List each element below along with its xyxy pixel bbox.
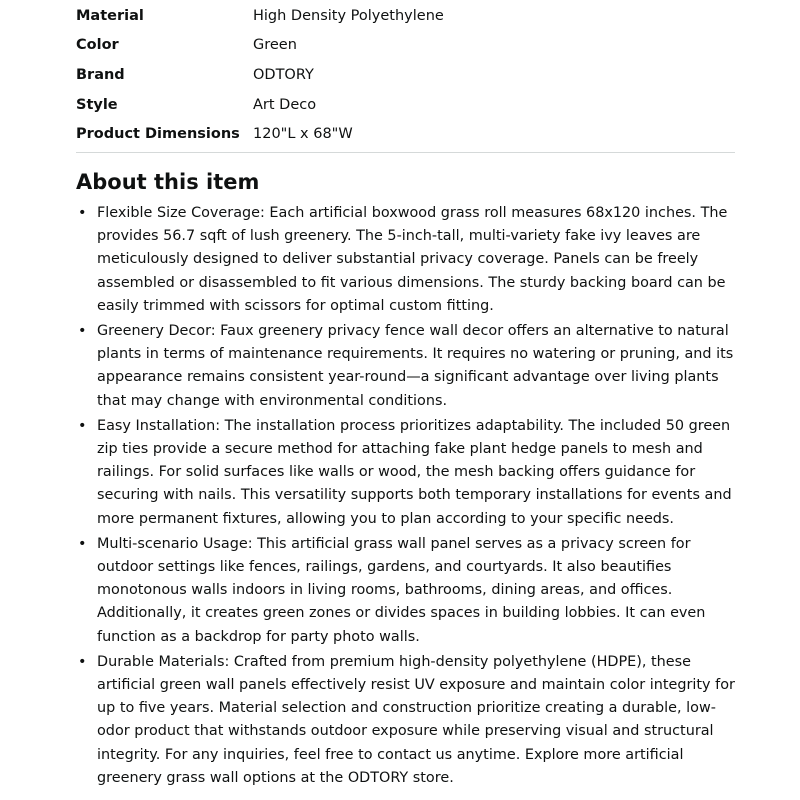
bullet-dot-icon: • [78, 205, 87, 221]
list-item [76, 651, 736, 790]
spec-key: Material [76, 7, 144, 24]
spec-key: Style [76, 96, 118, 113]
spec-key: Brand [76, 66, 125, 83]
bullet-dot-icon: • [78, 535, 87, 552]
bullet-text: Easy Installation: The installation process prioritizes adaptability. The included 50 green zip ties provide a secure method for attaching fake plant hedge panels to mesh and railings. For solid surfaces like walls or wood, the mesh backing offers guidance for securing with nails. This versatility supports both temporary installations for events and more permanent fixtures, allowing you to plan according to your specific needs. [97, 417, 732, 527]
spec-value: ODTORY [253, 66, 314, 83]
bullet-text: Multi-scenario Usage: This artificial grass wall panel serves as a privacy screen for outdoor settings like fences, railings, gardens, and courtyards. It also beautifies monotonous walls indoors in living rooms, bathrooms, dining areas, and offices. Additionally, it creates green zones or divides spaces in building lobbies. It can even function as a backdrop for party photo walls. [97, 535, 706, 645]
product-specs-table [76, 1, 736, 149]
bullet-text: Flexible Size Coverage: Each artificial boxwood grass roll measures 68x120 inches. The provides 56.7 sqft of lush greenery. The 5-inch-tall, multi-variety fake ivy leaves are meticulously designed to deliver substantial privacy coverage. Panels can be freely assembled or disassembled to fit various dimensions. The sturdy backing board can be easily trimmed with scissors for optimal custom fitting. [97, 205, 728, 314]
spec-value: 120"L x 68"W [253, 126, 353, 143]
bullet-dot-icon: • [78, 653, 87, 670]
bullet-text: Durable Materials: Crafted from premium high-density polyethylene (HDPE), these artificial green wall panels effectively resist UV exposure and maintain color integrity for up to five years. Material selection and construction prioritize creating a durable, low-odor product that withstands outdoor exposure while preserving visual and structural integrity. For any inquiries, feel free to contact us anytime. Explore more artificial greenery grass wall options at the ODTORY store. [97, 653, 735, 786]
spec-key: Product Dimensions [76, 126, 240, 143]
spec-row-dimensions [76, 119, 736, 149]
spec-row-color [76, 31, 736, 61]
about-section-title: About this item [76, 170, 260, 194]
spec-value: Art Deco [253, 96, 317, 113]
list-item [76, 202, 736, 318]
spec-value: High Density Polyethylene [253, 7, 444, 24]
spec-row-brand [76, 60, 736, 90]
list-item [76, 533, 736, 649]
bullet-text: Greenery Decor: Faux greenery privacy fence wall decor offers an alternative to natural plants in terms of maintenance requirements. It requires no watering or pruning, and its appearance remains consistent year-round—a significant advantage over living plants that may change with environmental conditions. [97, 323, 734, 409]
spec-value: Green [253, 37, 297, 54]
bullet-dot-icon: • [78, 417, 87, 434]
section-divider [76, 152, 735, 153]
bullet-dot-icon: • [78, 323, 87, 340]
spec-row-style [76, 90, 736, 120]
spec-key: Color [76, 37, 119, 54]
list-item [76, 415, 736, 531]
list-item [76, 320, 736, 413]
about-bullet-list [76, 202, 736, 792]
spec-row-material [76, 1, 736, 31]
